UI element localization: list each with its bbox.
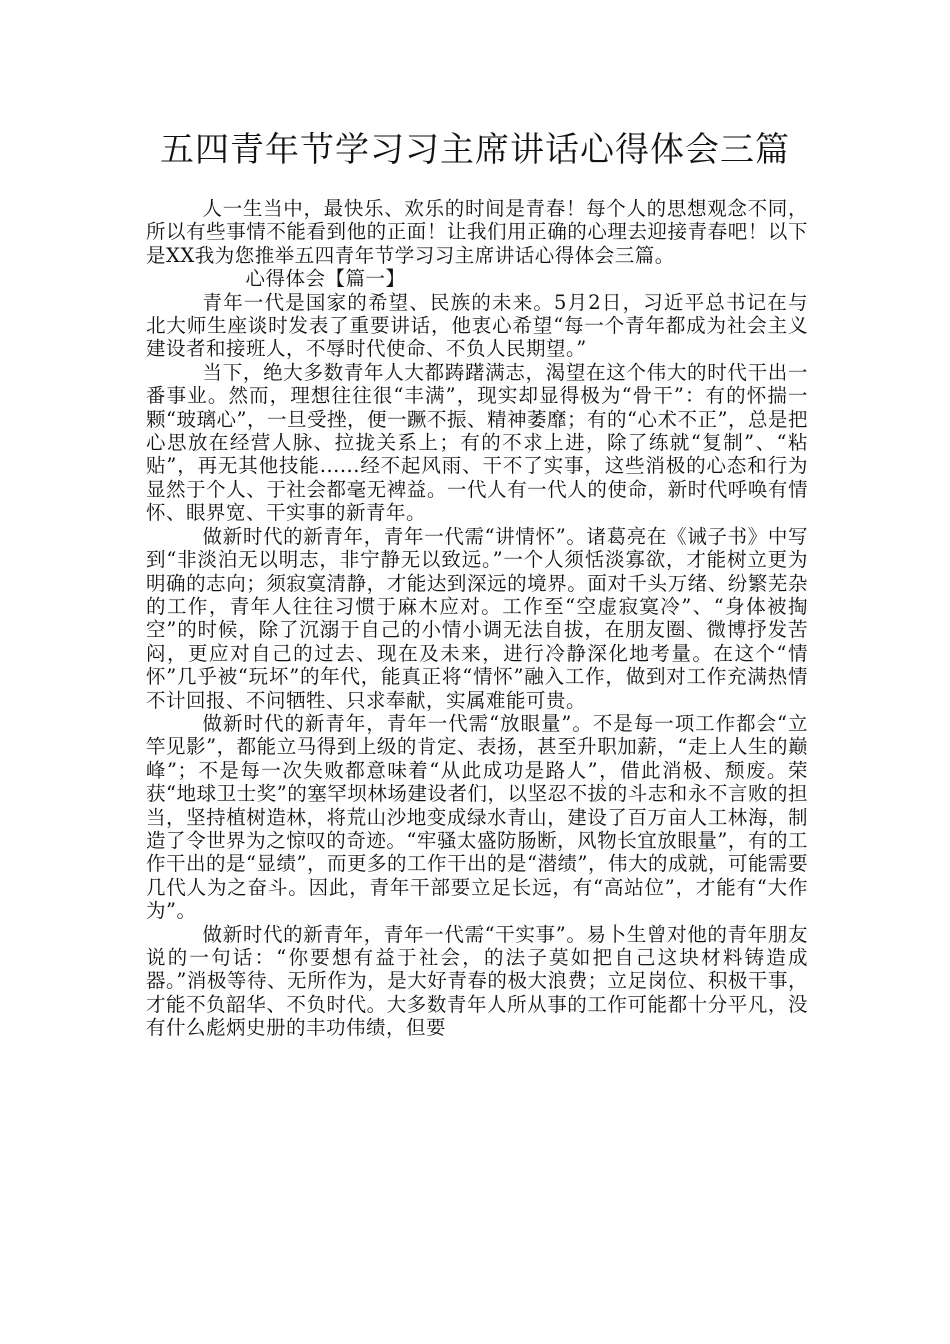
body-paragraph: 做新时代的新青年，青年一代需“放眼量”。不是每一项工作都会“立竿见影”，都能立马得到上级的肯定、表扬，甚至升职加薪，“走上人生的巅峰”；不是每一次失败都意味着“从此成功是路人”，借此消极、颓废。荣获“地球卫士奖”的塞罕坝林场建设者们，以坚忍不拔的斗志和永不言败的担当，坚持植树造林，将荒山沙地变成绿水青山，建设了百万亩人工林海，制造了令世界为之惊叹的奇迹。“牢骚太盛防肠断，风物长宜放眼量”，有的工作干出的是“显绩”，而更多的工作干出的是“潜绩”，伟大的成就，可能需要几代人为之奋斗。因此，青年干部要立足长远，有“高站位”，才能有“大作为”。 [146,711,808,923]
body-paragraph: 当下，绝大多数青年人大都踌躇满志，渴望在这个伟大的时代干出一番事业。然而，理想往往很“丰满”，现实却显得极为“骨干”：有的怀揣一颗“玻璃心”，一旦受挫，便一蹶不振、精神萎靡；有的“心术不正”，总是把心思放在经营人脉、拉拢关系上；有的不求上进，除了练就“复制”、“粘贴”，再无其他技能......经不起风雨、干不了实事，这些消极的心态和行为显然于个人、于社会都毫无裨益。一代人有一代人的使命，新时代呼唤有情怀、眼界宽、干实事的新青年。 [146,360,808,525]
intro-paragraph: 人一生当中，最快乐、欢乐的时间是青春！每个人的思想观念不同，所以有些事情不能看到他的正面！让我们用正确的心理去迎接青春吧！以下是XX我为您推举五四青年节学习习主席讲话心得体会三篇。 [146,197,808,267]
document-title: 五四青年节学习习主席讲话心得体会三篇 [160,130,790,170]
body-paragraph: 青年一代是国家的希望、民族的未来。5月2日，习近平总书记在与北大师生座谈时发表了重要讲话，他衷心希望“每一个青年都成为社会主义建设者和接班人，不辱时代使命、不负人民期望。” [146,290,808,361]
document-body [146,197,808,1040]
section-heading: 心得体会【篇一】 [245,267,406,291]
body-paragraph: 做新时代的新青年，青年一代需“干实事”。易卜生曾对他的青年朋友说的一句话：“你要想有益于社会，的法子莫如把自己这块材料铸造成器。”消极等待、无所作为，是大好青春的极大浪费；立足岗位、积极干事，才能不负韶华、不负时代。大多数青年人所从事的工作可能都十分平凡，没有什么彪炳史册的丰功伟绩，但要 [146,922,808,1040]
body-paragraph: 做新时代的新青年，青年一代需“讲情怀”。诸葛亮在《诫子书》中写到“非淡泊无以明志，非宁静无以致远。”一个人须恬淡寡欲，才能树立更为明确的志向；须寂寞清静，才能达到深远的境界。面对千头万绪、纷繁芜杂的工作，青年人往往习惯于麻木应对。工作至“空虚寂寞冷”、“身体被掏空”的时候，除了沉溺于自己的小情小调无法自拔，在朋友圈、微博抒发苦闷，更应对自己的过去、现在及未来，进行冷静深化地考量。在这个“情怀”几乎被“玩坏”的年代，能真正将“情怀”融入工作，做到对工作充满热情不计回报、不问牺牲、只求奉献，实属难能可贵。 [146,524,808,712]
